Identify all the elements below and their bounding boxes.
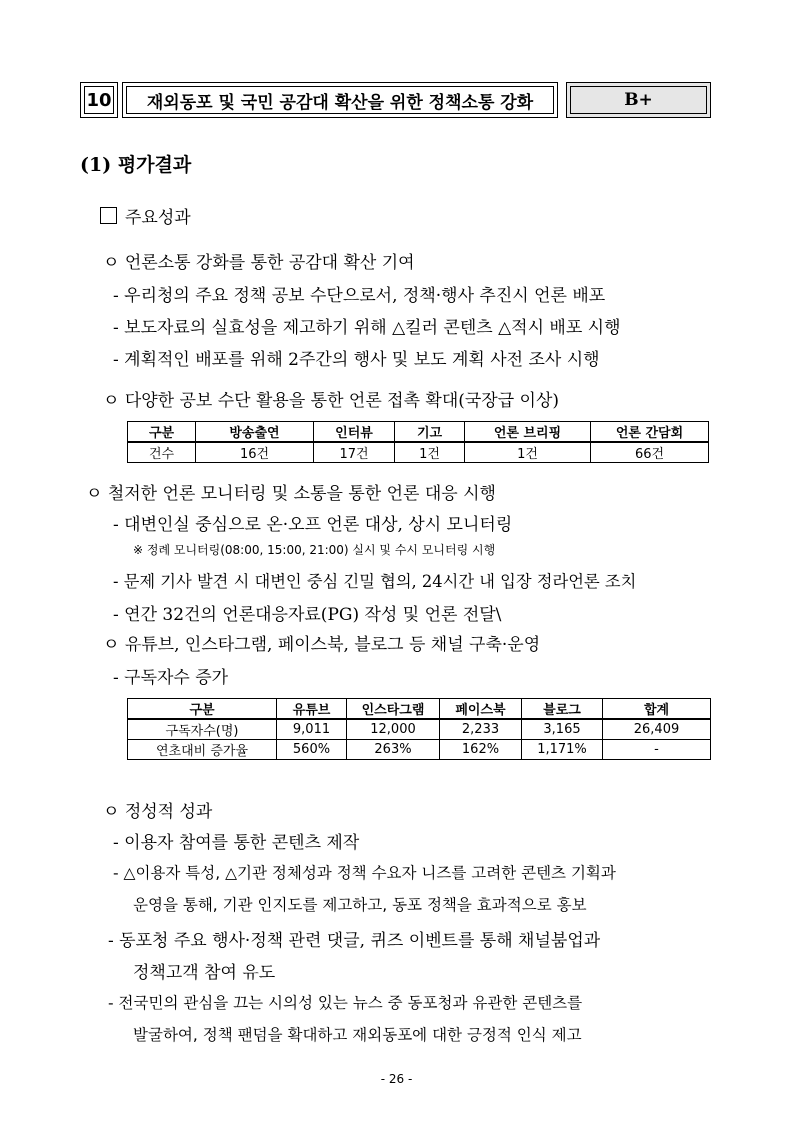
list-item-continued: 운영을 통해, 기관 인지도를 제고하고, 동포 정책을 효과적으로 홍보	[133, 896, 587, 914]
table-header: 언론 간담회	[591, 422, 709, 443]
table-row	[128, 442, 709, 463]
table-cell: 2,233	[440, 719, 522, 740]
list-item: - 우리청의 주요 정책 공보 수단으로서, 정책·행사 추진시 언론 배포	[113, 286, 606, 306]
checkbox-square-icon	[100, 207, 117, 224]
table-header: 유튜브	[277, 699, 347, 720]
list-item-continued: 발굴하여, 정책 팬덤을 확대하고 재외동포에 대한 긍정적 인식 제고	[133, 1026, 582, 1044]
grade-value: B+	[624, 90, 653, 110]
table-header: 구분	[128, 699, 277, 720]
list-item: - 대변인실 중심으로 온·오프 언론 대상, 상시 모니터링	[113, 515, 513, 535]
table-cell: 건수	[128, 442, 196, 463]
list-item: - 문제 기사 발견 시 대변인 중심 긴밀 협의, 24시간 내 입장 정라언론 조치	[113, 572, 637, 591]
section-number-box	[80, 82, 118, 118]
table-cell: 66건	[591, 442, 709, 463]
table-cell: 1건	[465, 442, 591, 463]
table-cell: 1,171%	[522, 740, 603, 760]
table-cell: 162%	[440, 740, 522, 760]
table-header: 블로그	[522, 699, 603, 720]
bullet-channels: ㅇ 유튜브, 인스타그램, 페이스북, 블로그 등 채널 구축·운영	[103, 635, 541, 655]
list-item: - 동포청 주요 행사·정책 관련 댓글, 퀴즈 이벤트를 통해 채널붐업과	[108, 931, 601, 951]
table-header: 인터뷰	[314, 422, 395, 443]
list-item: - 계획적인 배포를 위해 2주간의 행사 및 보도 계획 사전 조사 시행	[113, 350, 600, 370]
table-row	[128, 740, 711, 760]
table-header: 방송출연	[196, 422, 314, 443]
table-cell: 3,165	[522, 719, 603, 740]
list-item: - 전국민의 관심을 끄는 시의성 있는 뉴스 중 동포청과 유관한 콘텐츠를	[108, 994, 583, 1012]
page-number: - 26 -	[380, 1072, 413, 1086]
table-cell: 연초대비 증가율	[128, 740, 277, 760]
bullet-press-communication: ㅇ 언론소통 강화를 통한 공감대 확산 기여	[103, 253, 415, 273]
table-cell: 263%	[347, 740, 440, 760]
table-header: 인스타그램	[347, 699, 440, 720]
section-number: 10	[86, 89, 112, 111]
section-title: 재외동포 및 국민 공감대 확산을 위한 정책소통 강화	[146, 92, 534, 113]
section-title-box	[122, 82, 558, 118]
table-row	[128, 719, 711, 740]
table-cell: 1건	[395, 442, 465, 463]
table-cell: -	[603, 740, 711, 760]
table-header: 언론 브리핑	[465, 422, 591, 443]
table-cell: 16건	[196, 442, 314, 463]
list-item: - 구독자수 증가	[113, 668, 229, 688]
bullet-media-contact: ㅇ 다양한 공보 수단 활용을 통한 언론 접촉 확대(국장급 이상)	[103, 391, 560, 411]
table-cell: 26,409	[603, 719, 711, 740]
table-header-row	[128, 699, 711, 720]
table-cell: 17건	[314, 442, 395, 463]
media-contact-table	[127, 421, 709, 463]
table-cell: 560%	[277, 740, 347, 760]
evaluation-heading: (1) 평가결과	[80, 154, 192, 176]
table-header: 구분	[128, 422, 196, 443]
list-item: - 이용자 참여를 통한 콘텐츠 제작	[113, 833, 360, 853]
table-header-row	[128, 422, 709, 443]
list-item: - 보도자료의 실효성을 제고하기 위해 △킬러 콘텐츠 △적시 배포 시행	[113, 318, 621, 338]
list-item-continued: 정책고객 참여 유도	[133, 963, 276, 983]
list-item: - △이용자 특성, △기관 정체성과 정책 수요자 니즈를 고려한 콘텐츠 기획과	[113, 864, 616, 882]
table-cell: 구독자수(명)	[128, 719, 277, 740]
bullet-qualitative-results: ㅇ 정성적 성과	[103, 802, 213, 822]
key-achievements-heading: 주요성과	[125, 208, 191, 228]
list-item: - 연간 32건의 언론대응자료(PG) 작성 및 언론 전달\	[113, 605, 502, 625]
bullet-press-monitoring: ㅇ 철저한 언론 모니터링 및 소통을 통한 언론 대응 시행	[86, 484, 496, 504]
subscriber-table	[127, 698, 711, 760]
table-header: 페이스북	[440, 699, 522, 720]
monitoring-note: ※ 정례 모니터링(08:00, 15:00, 21:00) 실시 및 수시 모니터링 시행	[133, 543, 496, 557]
table-cell: 9,011	[277, 719, 347, 740]
table-header: 기고	[395, 422, 465, 443]
table-cell: 12,000	[347, 719, 440, 740]
table-header: 합계	[603, 699, 711, 720]
grade-box	[566, 82, 711, 118]
